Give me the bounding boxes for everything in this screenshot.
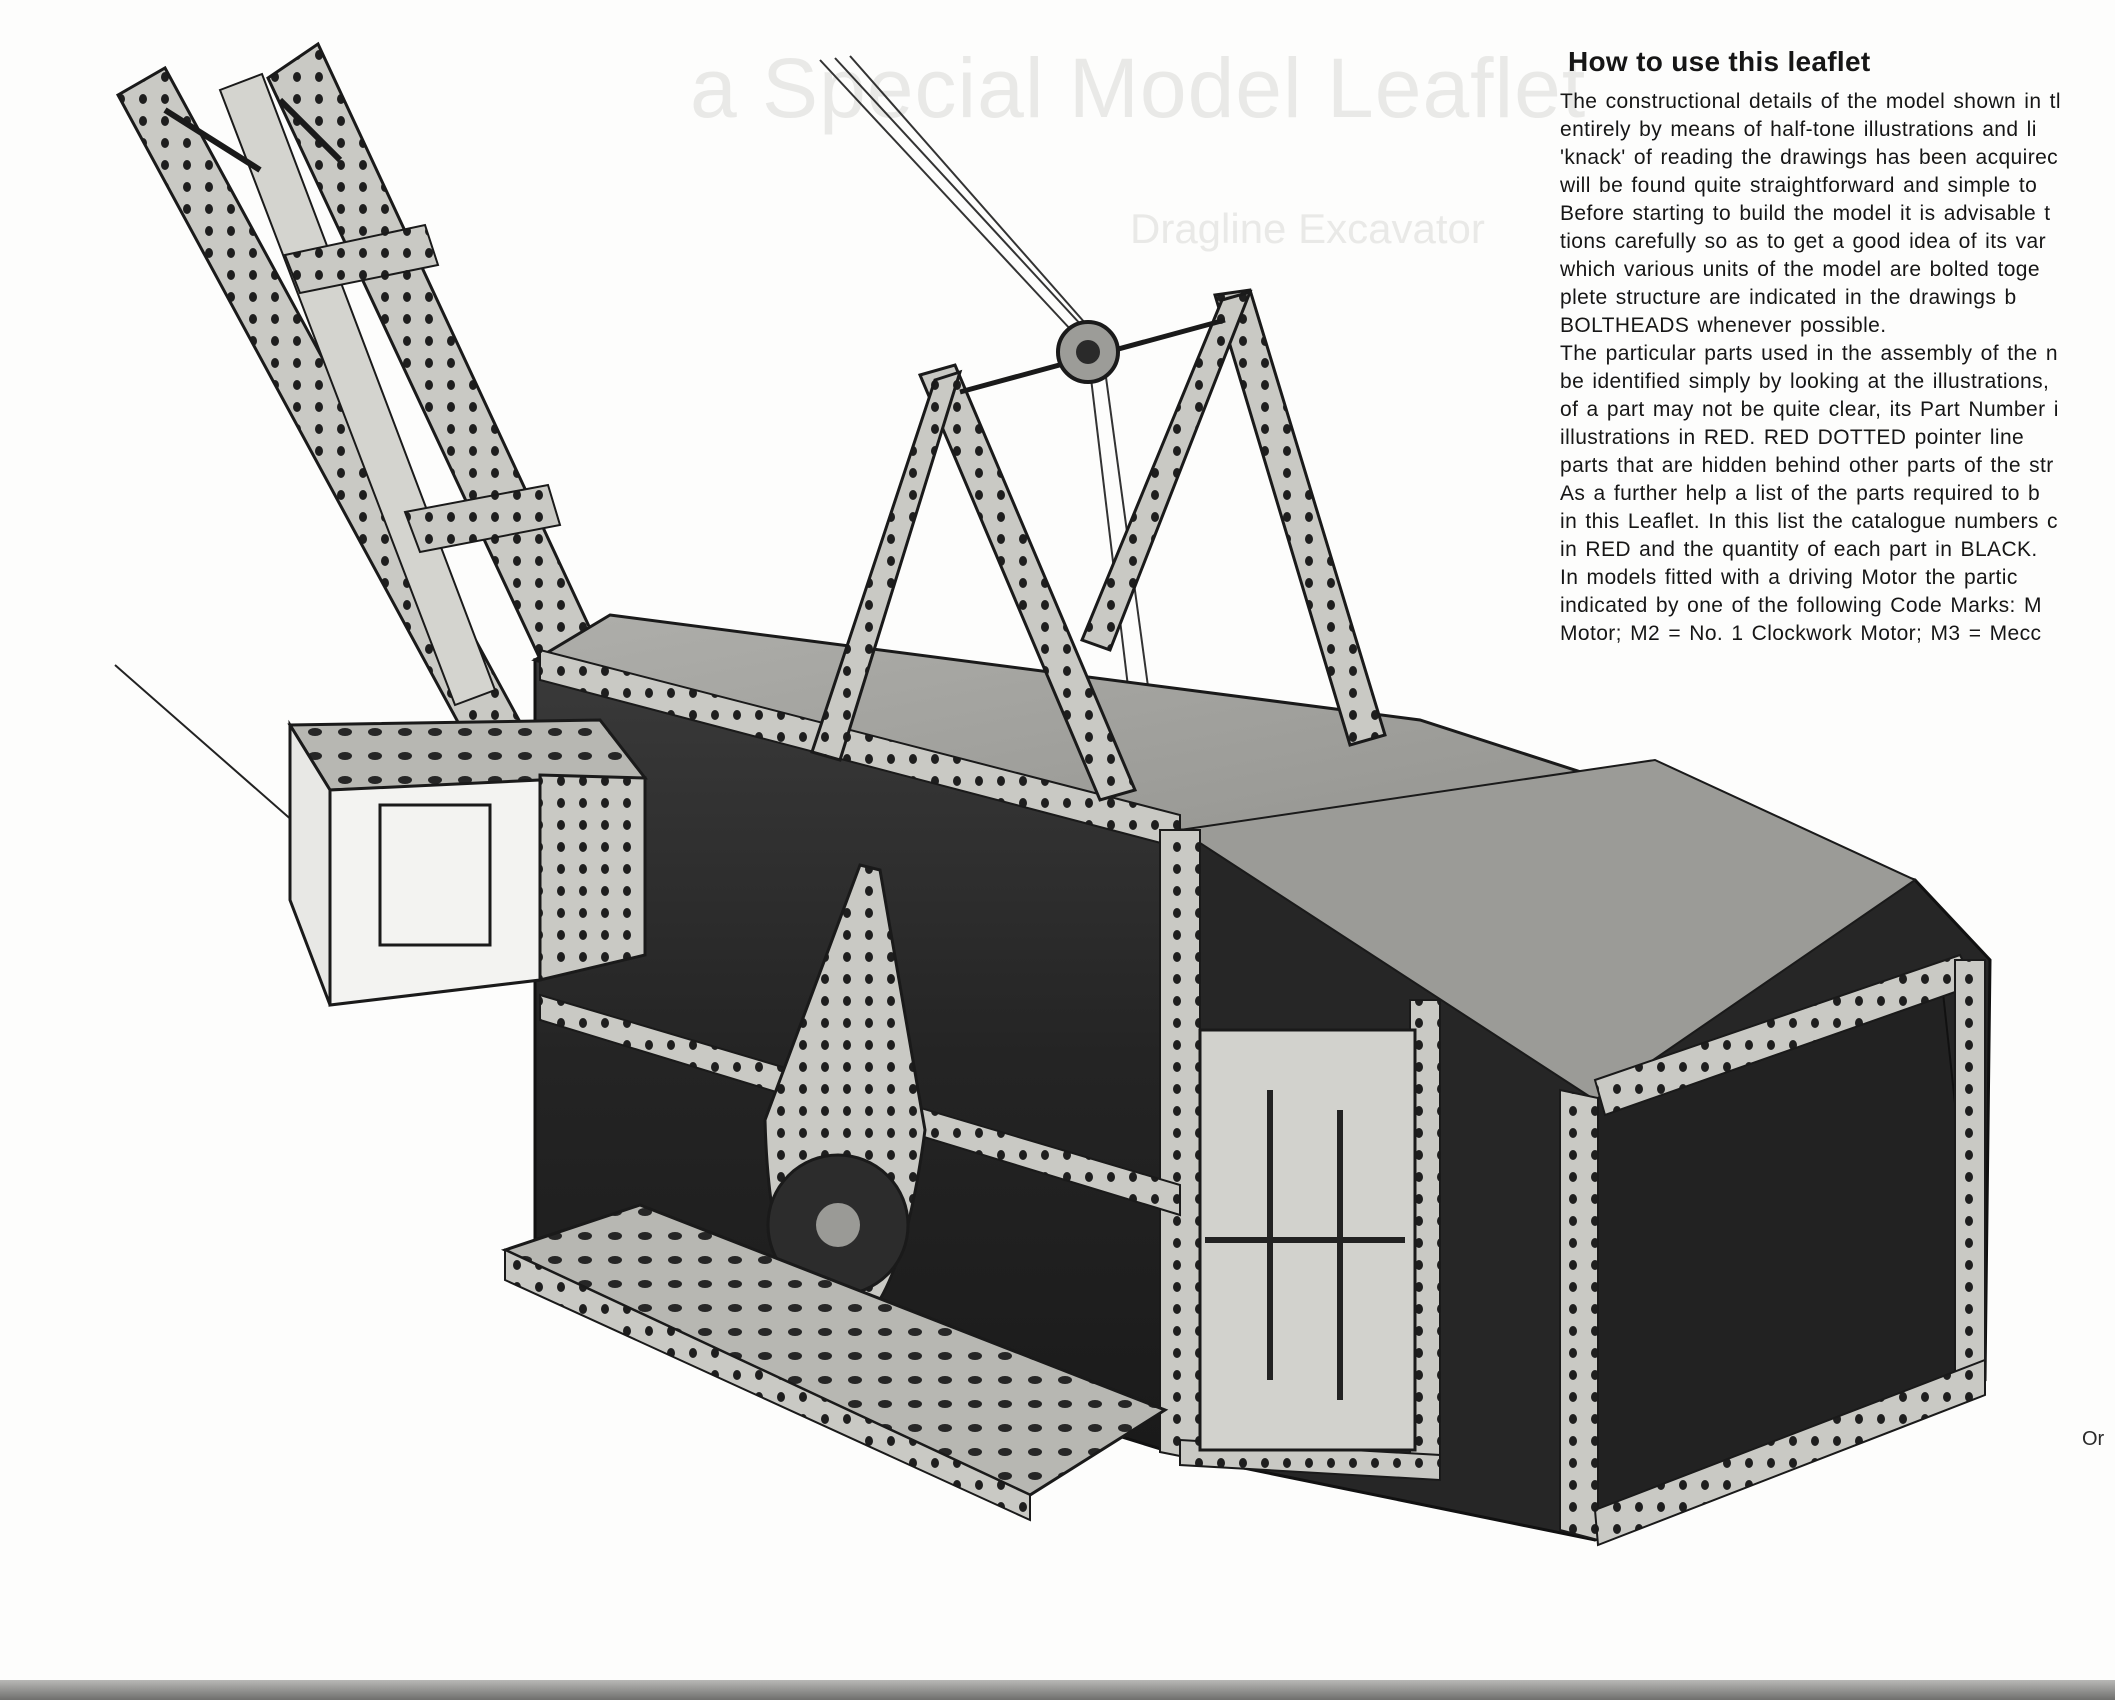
- body-line: parts that are hidden behind other parts of the str: [1560, 454, 2054, 477]
- body-line: plete structure are indicated in the drawings b: [1560, 286, 2017, 309]
- body-line: be identified simply by looking at the illustrations,: [1560, 370, 2050, 393]
- body-line: indicated by one of the following Code Marks: M: [1560, 594, 2042, 617]
- body-line: The constructional details of the model shown in tl: [1560, 90, 2061, 113]
- jib: [118, 44, 600, 748]
- body-line: Before starting to build the model it is advisable t: [1560, 202, 2051, 225]
- instructions-body: [1560, 88, 2115, 648]
- show-through-subtitle: Dragline Excavator: [1130, 205, 1485, 252]
- body-line: which various units of the model are bolted toge: [1560, 258, 2040, 281]
- leaflet-heading: How to use this leaflet: [1568, 46, 1871, 77]
- body-line: Motor; M2 = No. 1 Clockwork Motor; M3 = Mecc: [1560, 622, 2042, 645]
- body-line: will be found quite straightforward and simple to: [1560, 174, 2038, 197]
- margin-text-fragment: Or: [2082, 1428, 2105, 1450]
- body-line: In models fitted with a driving Motor the partic: [1560, 566, 2018, 589]
- body-line: BOLTHEADS whenever possible.: [1560, 314, 1887, 337]
- body-line: illustrations in RED. RED DOTTED pointer line: [1560, 426, 2025, 449]
- body-line: entirely by means of half-tone illustrations and li: [1560, 118, 2037, 141]
- show-through-title: a Special Model Leaflet: [690, 41, 1587, 135]
- body-line: in RED and the quantity of each part in BLACK.: [1560, 538, 2038, 561]
- body-line: The particular parts used in the assembly of the n: [1560, 342, 2058, 365]
- body-line: of a part may not be quite clear, its Part Number i: [1560, 398, 2059, 421]
- operator-box: [290, 720, 645, 1005]
- body-line: in this Leaflet. In this list the catalogue numbers c: [1560, 510, 2058, 533]
- instructions-column: [1560, 46, 2115, 648]
- body-line: 'knack' of reading the drawings has been acquirec: [1560, 146, 2059, 169]
- body-line: tions carefully so as to get a good idea of its var: [1560, 230, 2046, 253]
- body-line: As a further help a list of the parts required to b: [1560, 482, 2041, 505]
- page-bottom-edge: [0, 1680, 2115, 1700]
